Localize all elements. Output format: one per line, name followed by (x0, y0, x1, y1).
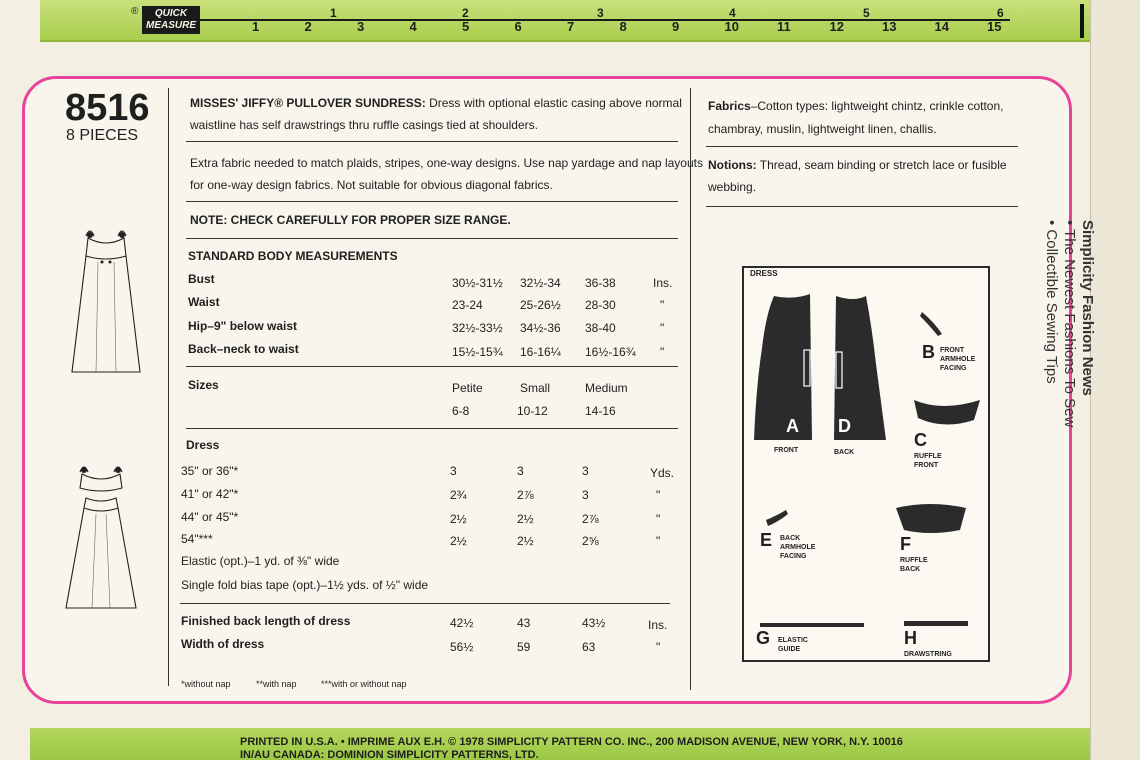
piece-d-label: BACK (834, 449, 855, 456)
divider (706, 146, 1018, 147)
meas-small: 34½-36 (520, 321, 561, 335)
yardage-medium: 2⅝ (582, 534, 599, 548)
piece-g-letter: G (756, 628, 771, 648)
extra-fabric-line-1: Extra fabric needed to match plaids, stripes, one-way designs. Use nap yardage and nap layouts (190, 156, 703, 170)
piece-h-letter: H (904, 628, 917, 648)
extra-fabric-line-2: for one-way design fabrics. Not suitable for obvious diagonal fabrics. (190, 178, 553, 192)
footnote-1: *without nap (181, 679, 231, 689)
yardage-small: 2⅞ (517, 488, 534, 502)
description-text-1: Dress with optional elastic casing above normal (429, 96, 682, 110)
piece-a-label: FRONT (774, 447, 799, 454)
ruler-inch-mark: 1 (330, 6, 337, 20)
description-text-2: waistline has self drawstrings thru ruffle casings tied at shoulders. (190, 118, 538, 132)
piece-b-letter: B (922, 342, 935, 362)
side-line-2: • The Newest Fashions To Sew (1061, 220, 1078, 428)
size-range-petite: 6-8 (452, 404, 470, 418)
finished-medium: 43½ (582, 616, 606, 630)
registered-mark: ® (131, 6, 139, 17)
divider (186, 201, 678, 202)
yardage-label: 41" or 42"* (181, 487, 239, 501)
meas-label: Back–neck to waist (188, 342, 299, 356)
size-range-small: 10-12 (517, 404, 548, 418)
piece-e-letter: E (760, 530, 773, 550)
yardage-petite: 2¾ (450, 488, 467, 502)
meas-unit: " (660, 298, 665, 312)
notions-text-2: webbing. (708, 180, 757, 194)
ruler-cm-mark: 6 (514, 19, 522, 34)
dress-label: Dress (186, 438, 220, 452)
meas-medium: 28-30 (585, 298, 616, 312)
size-name-petite: Petite (452, 381, 483, 395)
piece-c-letter: C (914, 430, 927, 450)
size-range-medium: 14-16 (585, 404, 616, 418)
yardage-small: 2½ (517, 534, 534, 548)
ruler-cm-mark: 9 (672, 19, 680, 34)
yardage-unit: " (656, 512, 661, 526)
fabrics-text-2: chambray, muslin, lightweight linen, challis. (708, 122, 937, 136)
yardage-label: 35" or 36"* (181, 464, 239, 478)
middle-divider (690, 88, 691, 690)
footnote-2: **with nap (256, 679, 297, 689)
meas-petite: 30½-31½ (452, 276, 503, 290)
elastic-note: Elastic (opt.)–1 yd. of ⅜" wide (181, 554, 340, 568)
meas-petite: 23-24 (452, 298, 483, 312)
meas-petite: 32½-33½ (452, 321, 503, 335)
ruler-inch-mark: 3 (597, 6, 604, 20)
pieces-title: DRESS (750, 269, 778, 278)
left-divider (168, 88, 169, 686)
piece-d-letter: D (838, 416, 851, 436)
meas-unit: " (660, 321, 665, 335)
printed-line-1: PRINTED IN U.S.A. • IMPRIME AUX E.H. © 1978 SIMPLICITY PATTERN CO. INC., 200 MADISON AVENUE, NEW YORK, N.Y. 10016 (240, 736, 903, 748)
divider (186, 366, 678, 367)
printed-line-2: IN/AU CANADA: DOMINION SIMPLICITY PATTERNS, LTD. (240, 749, 539, 760)
pattern-number: 8516 (65, 87, 150, 129)
piece-c-label: RUFFLE FRONT (914, 453, 942, 469)
finished-petite: 56½ (450, 640, 474, 654)
finished-petite: 42½ (450, 616, 474, 630)
yardage-unit: " (656, 488, 661, 502)
yardage-petite: 3 (450, 464, 457, 478)
description-line-1 (190, 95, 682, 111)
side-advert (1042, 220, 1096, 520)
piece-f-label: RUFFLE BACK (900, 557, 928, 573)
dress-sketch-back (62, 458, 140, 612)
sizes-label: Sizes (188, 378, 219, 392)
meas-label: Waist (188, 295, 220, 309)
ruler-cm-mark: 10 (724, 19, 739, 34)
yardage-small: 3 (517, 464, 524, 478)
side-line-3: • Collectible Sewing Tips (1043, 220, 1060, 384)
ruler-inch-mark: 4 (729, 6, 736, 20)
finished-unit: Ins. (648, 618, 668, 632)
finished-unit: " (656, 640, 661, 654)
meas-medium: 36-38 (585, 276, 616, 290)
piece-a-letter: A (786, 416, 799, 436)
piece-g-label: ELASTIC GUIDE (778, 637, 808, 653)
ruler-inch-mark: 2 (462, 6, 469, 20)
meas-unit: Ins. (653, 276, 673, 290)
yardage-small: 2½ (517, 512, 534, 526)
yardage-petite: 2½ (450, 534, 467, 548)
meas-small: 32½-34 (520, 276, 561, 290)
yardage-label: 44" or 45"* (181, 510, 239, 524)
meas-label: Hip–9" below waist (188, 319, 298, 333)
ruler-cm-mark: 1 (252, 19, 260, 34)
quick-measure-label: QUICK MEASURE (142, 6, 200, 34)
finished-label: Finished back length of dress (181, 614, 351, 628)
ruler-cm-mark: 15 (987, 19, 1002, 34)
divider (186, 141, 678, 142)
dress-sketch-front (68, 222, 144, 376)
ruler-inch-mark: 6 (997, 6, 1004, 20)
ruler-cm-mark: 11 (777, 19, 791, 34)
size-note: NOTE: CHECK CAREFULLY FOR PROPER SIZE RANGE. (190, 213, 511, 227)
ruler-cm-mark: 4 (409, 19, 417, 34)
fabrics-text-1: –Cotton types: lightweight chintz, crinkle cotton, (750, 99, 1004, 113)
printed-notice (240, 736, 903, 760)
yardage-label: 54"*** (181, 532, 213, 546)
ruler-cm-mark: 12 (829, 19, 844, 34)
divider (186, 428, 678, 429)
meas-petite: 15½-15¾ (452, 345, 503, 359)
ruler-cm-mark: 3 (357, 19, 365, 34)
ruler-end (1080, 4, 1084, 38)
notions-line-1 (708, 157, 1007, 173)
divider (706, 206, 1018, 207)
fabrics-line-1 (708, 98, 1003, 114)
divider (186, 238, 678, 239)
finished-label: Width of dress (181, 637, 265, 651)
finished-medium: 63 (582, 640, 596, 654)
meas-unit: " (660, 345, 665, 359)
finished-small: 43 (517, 616, 531, 630)
meas-medium: 16½-16¾ (585, 345, 636, 359)
ruler-cm-mark: 5 (462, 19, 470, 34)
pieces-count: 8 PIECES (66, 127, 139, 144)
yardage-unit: " (656, 534, 661, 548)
bias-tape-note: Single fold bias tape (opt.)–1½ yds. of ½" wide (181, 578, 429, 592)
size-name-small: Small (520, 381, 551, 395)
meas-small: 16-16¼ (520, 345, 561, 359)
meas-medium: 38-40 (585, 321, 616, 335)
piece-h-label: DRAWSTRING (904, 651, 952, 658)
pattern-pieces-art (744, 268, 988, 660)
ruler-cm-mark: 7 (567, 19, 575, 34)
ruler-inch-mark: 5 (863, 6, 870, 20)
ruler-cm-mark: 13 (882, 19, 897, 34)
footnote-3: ***with or without nap (321, 679, 407, 689)
yardage-medium: 3 (582, 464, 589, 478)
yardage-medium: 3 (582, 488, 589, 502)
envelope-flap (1090, 0, 1140, 760)
ruler-cm-mark: 8 (619, 19, 627, 34)
piece-e-label: BACK ARMHOLE FACING (780, 535, 816, 560)
meas-small: 25-26½ (520, 298, 561, 312)
piece-b-label: FRONT ARMHOLE FACING (940, 347, 976, 372)
size-name-medium: Medium (585, 381, 628, 395)
piece-f-letter: F (900, 534, 911, 554)
finished-small: 59 (517, 640, 531, 654)
ruler-cm-mark: 2 (304, 19, 312, 34)
yardage-unit: Yds. (650, 466, 675, 480)
side-line-1: Simplicity Fashion News (1079, 220, 1096, 396)
notions-text-1: Thread, seam binding or stretch lace or fusible (759, 158, 1007, 172)
divider (180, 603, 670, 604)
ruler-cm-mark: 14 (934, 19, 949, 34)
measurements-title: STANDARD BODY MEASUREMENTS (188, 249, 398, 263)
notions-title: Notions: (708, 158, 757, 172)
description-title: MISSES' JIFFY® PULLOVER SUNDRESS: (190, 96, 426, 110)
fabrics-title: Fabrics (708, 99, 751, 113)
meas-label: Bust (188, 272, 215, 286)
pattern-pieces-diagram (742, 266, 990, 662)
yardage-medium: 2⅞ (582, 512, 599, 526)
yardage-petite: 2½ (450, 512, 467, 526)
